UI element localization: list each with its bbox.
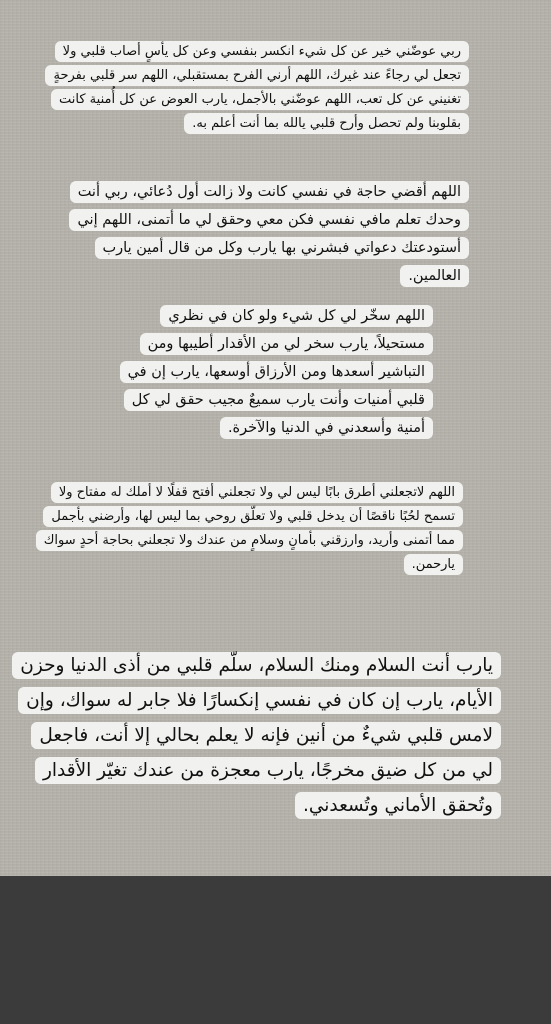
dua-text-5 <box>16 648 501 823</box>
dua-text-3-content: اللهم سخّر لي كل شيء ولو كان في نظري مستحيلاً، يارب سخر لي من الأقدار أطيبها ومن التباشير أسعدها ومن الأرزاق أوسعها، يارب إن في قلبي أمنيات وأنت يارب سميعٌ مجيب حقق لي كل أمنية وأسعدني في الدنيا والآخرة. <box>120 305 433 439</box>
bottom-bar <box>0 876 551 1024</box>
dua-text-2-content: اللهم أقضي حاجة في نفسي كانت ولا زالت أول دُعائي، ربي أنت وحدك تعلم مافي نفسي فكن معي وحقق لي ما أتمنى، اللهم إني أستودعتك دعواتي فبشرني بها يارب وكل من قال أمين يارب العالمين. <box>69 181 469 287</box>
dua-text-1-content: ربي عوضّني خير عن كل شيء انكسر بنفسي وعن كل يأسٍ أصاب قلبي ولا تجعل لي رجاءً عند غيرك، اللهم أرني الفرح بمستقبلي، اللهم سر قلبي بفرحةٍ تغنيني عن كل تعب، اللهم عوضّني بالأجمل، يارب العوض عن كل أُمنية كانت بقلوبنا ولم تحصل وأرح قلبي يالله بما أنت أعلم به. <box>45 41 469 134</box>
dua-text-1 <box>39 40 469 136</box>
dua-text-4 <box>43 481 463 577</box>
dua-text-3 <box>113 302 433 442</box>
dua-text-4-content: اللهم لاتجعلني أطرق بابًا ليس لي ولا تجعلني أفتح قفلًا لا أملك له مفتاح ولا تسمح لحُبًا ناقصًا أن يدخل قلبي ولا تعلّق روحي بما ليس لها، وأرضني بأجمل مما أتمنى وأريد، وارزقني بأمانٍ وسلامٍ من عندك ولا تجعلني بحاجة أحدٍ سواك يارحمن. <box>36 482 463 575</box>
dua-text-2 <box>39 178 469 290</box>
dua-text-5-content: يارب أنت السلام ومنك السلام، سلّم قلبي من أذى الدنيا وحزن الأيام، يارب إن كان في نفسي إنكسارًا فلا جابر له سواك، وإن لامس قلبي شيءٌ من أنين فإنه لا يعلم بحالي إلا أنت، فاجعل لي من كل ضيق مخرجًا، يارب معجزة من عندك تغيّر الأقدار وتُحقق الأماني وتُسعدني. <box>12 652 501 819</box>
